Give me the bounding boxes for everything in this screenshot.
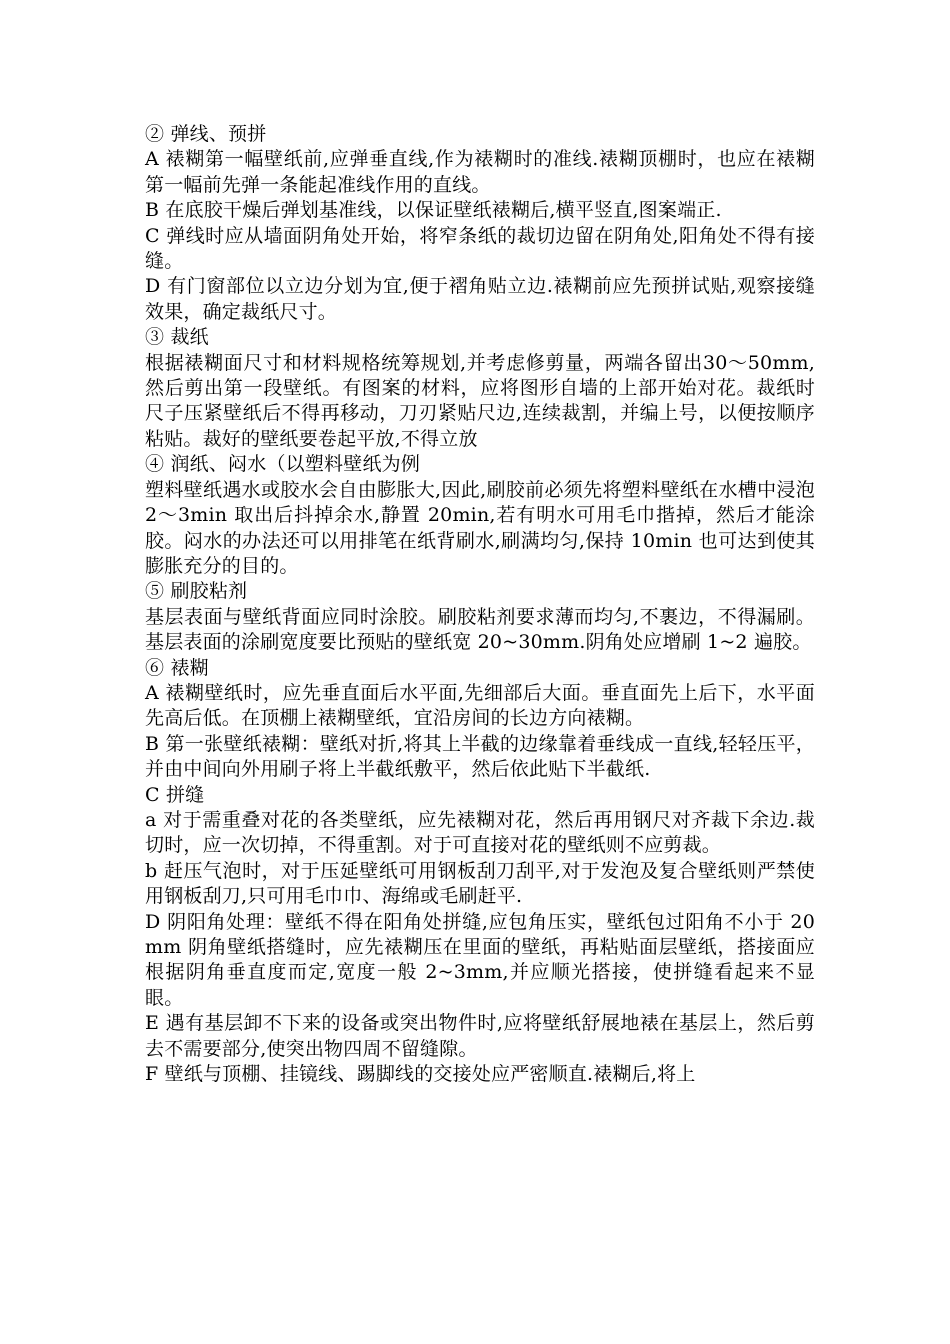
paragraph-apply-adhesive: 基层表面与壁纸背面应同时涂胶。刷胶粘剂要求薄而均匀,不裹边，不得漏刷。基层表面的涂刷宽度要比预贴的壁纸宽 20~30mm.阴角处应增刷 1~2 遍胶。 (145, 605, 815, 654)
paragraph-paste-b: B 第一张壁纸裱糊：壁纸对折,将其上半截的边缘靠着垂线成一直线,轻轻压平，并由中间向外用刷子将上半截纸敷平，然后依此贴下半截纸. (145, 732, 815, 781)
paragraph-paste-c-b: b 赶压气泡时，对于压延壁纸可用钢板刮刀刮平,对于发泡及复合壁纸则严禁使用钢板刮刀,只可用毛巾巾、海绵或毛刷赶平. (145, 859, 815, 908)
paragraph-snap-line-b: B 在底胶干燥后弹划基准线，以保证壁纸裱糊后,横平竖直,图案端正. (145, 199, 722, 222)
paragraph-paste-c: C 拼缝 (145, 783, 205, 806)
document-body (145, 122, 815, 1087)
paragraph-paste-a: A 裱糊壁纸时，应先垂直面后水平面,先细部后大面。垂直面先上后下，水平面先高后低。在顶棚上裱糊壁纸，宜沿房间的长边方向裱糊。 (145, 681, 815, 730)
section-heading-cut-paper: ③ 裁纸 (145, 326, 209, 349)
paragraph-snap-line-a: A 裱糊第一幅壁纸前,应弹垂直线,作为裱糊时的准线.裱糊顶棚时，也应在裱糊第一幅前先弹一条能起准线作用的直线。 (145, 148, 815, 196)
section-heading-wet-paper: ④ 润纸、闷水（以塑料壁纸为例 (145, 453, 421, 476)
section-heading-snap-line: ② 弹线、预拼 (145, 123, 267, 145)
paragraph-cut-paper: 根据裱糊面尺寸和材料规格统筹规划,并考虑修剪量，两端各留出30～50mm,然后剪出第一段壁纸。有图案的材料，应将图形自墙的上部开始对花。裁纸时尺子压紧壁纸后不得再移动，刀刃紧贴尺边,连续裁割，并编上号，以便按顺序粘贴。裁好的壁纸要卷起平放,不得立放 (145, 351, 815, 450)
section-heading-apply-adhesive: ⑤ 刷胶粘剂 (145, 580, 248, 603)
paragraph-paste-d: D 阴阳角处理：壁纸不得在阳角处拼缝,应包角压实，壁纸包过阳角不小于 20mm 阴角壁纸搭缝时，应先裱糊压在里面的壁纸，再粘贴面层壁纸，搭接面应根据阴角垂直度而定,宽度一般 2~3mm,并应顺光搭接，使拼缝看起来不显眼。 (145, 910, 815, 1009)
section-heading-paste: ⑥ 裱糊 (145, 656, 209, 679)
paragraph-paste-f: F 壁纸与顶棚、挂镜线、踢脚线的交接处应严密顺直.裱糊后,将上 (145, 1063, 696, 1086)
paragraph-paste-c-a: a 对于需重叠对花的各类壁纸，应先裱糊对花，然后再用钢尺对齐裁下余边.裁切时，应一次切掉，不得重割。对于可直接对花的壁纸则不应剪裁。 (145, 808, 815, 857)
paragraph-snap-line-c: C 弹线时应从墙面阴角处开始，将窄条纸的裁切边留在阴角处,阳角处不得有接缝。 (145, 224, 815, 273)
paragraph-paste-e: E 遇有基层卸不下来的设备或突出物件时,应将壁纸舒展地裱在基层上，然后剪去不需要部分,使突出物四周不留缝隙。 (145, 1012, 815, 1060)
paragraph-snap-line-d: D 有门窗部位以立边分划为宜,便于褶角贴立边.裱糊前应先预拼试贴,观察接缝效果，确定裁纸尺寸。 (145, 275, 815, 323)
paragraph-wet-paper: 塑料壁纸遇水或胶水会自由膨胀大,因此,刷胶前必须先将塑料壁纸在水槽中浸泡 2～3min 取出后抖掉余水,静置 20min,若有明水可用毛巾揩掉，然后才能涂胶。闷水的办法还可以用排笔在纸背刷水,刷满均匀,保持 10min 也可达到使其膨胀充分的目的。 (145, 478, 815, 577)
